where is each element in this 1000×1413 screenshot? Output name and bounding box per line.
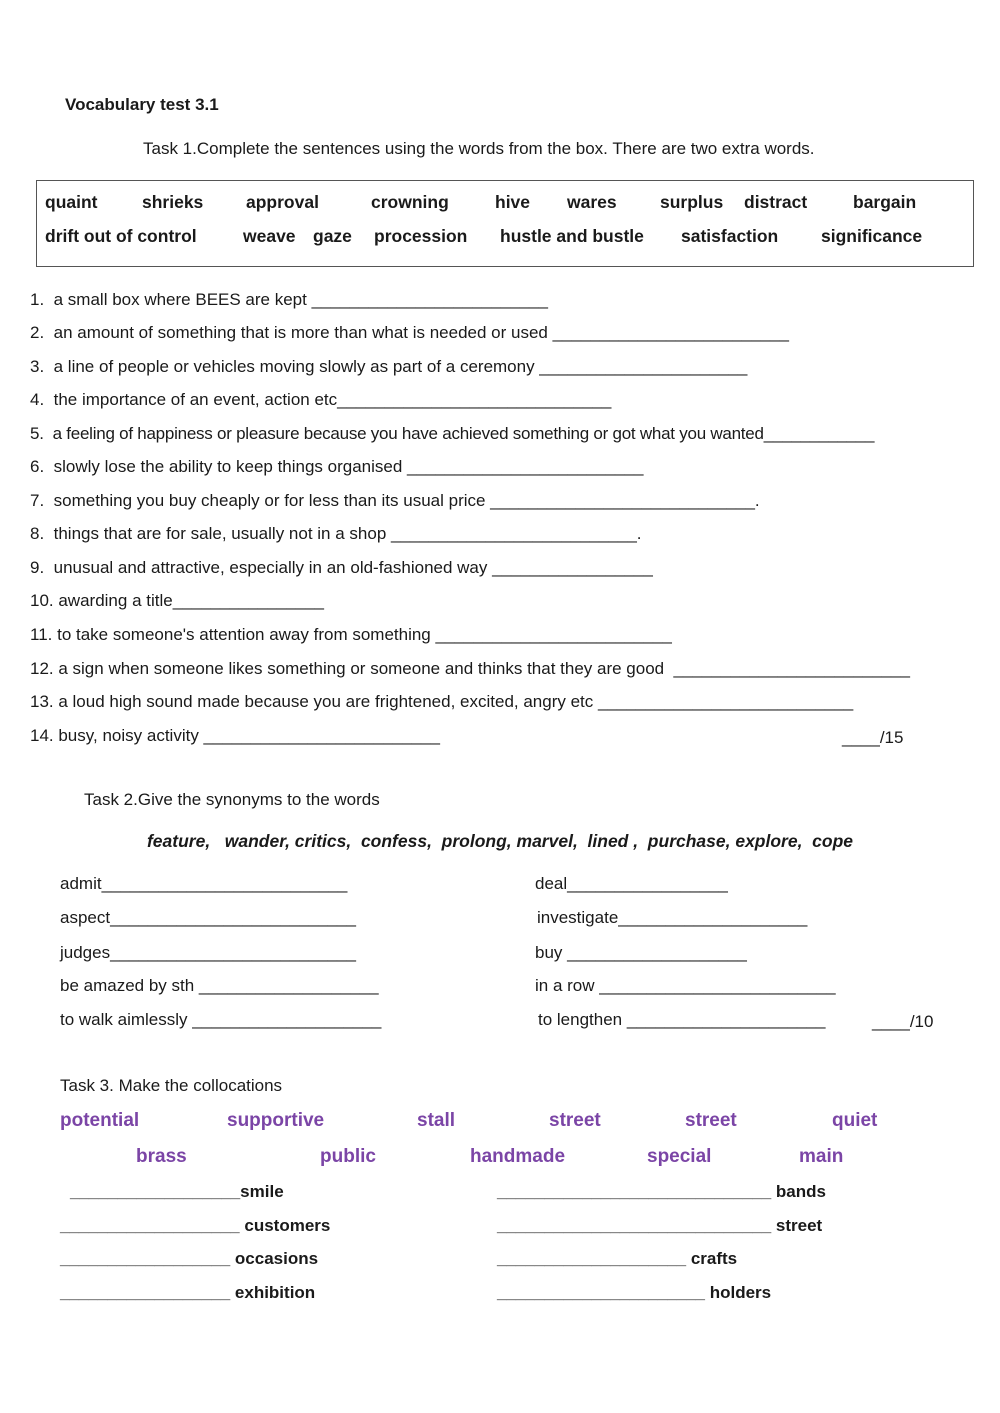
- box-word: wares: [567, 192, 617, 212]
- collocation-item: ______________________ holders: [497, 1283, 772, 1302]
- synonym-item: be amazed by sth ___________________: [60, 976, 379, 995]
- collocation-word: street: [549, 1110, 601, 1131]
- box-word: hustle and bustle: [500, 226, 644, 246]
- task2-score: ____/10: [872, 1012, 934, 1031]
- synonym-item: buy ___________________: [535, 943, 747, 962]
- box-word: distract: [744, 192, 808, 212]
- question-12: 12. a sign when someone likes something or someone and thinks that they are good _________________________: [30, 659, 910, 678]
- collocation-item: __________________ occasions: [60, 1249, 319, 1268]
- question-6: 6. slowly lose the ability to keep things organised _________________________: [30, 457, 644, 476]
- question-7: 7. something you buy cheaply or for less than its usual price ____________________________.: [30, 491, 760, 510]
- collocation-word: main: [799, 1146, 844, 1167]
- page-title: Vocabulary test 3.1: [65, 95, 219, 114]
- synonym-item: investigate____________________: [537, 908, 808, 927]
- collocation-item: __________________smile: [70, 1182, 284, 1201]
- collocation-word: street: [685, 1110, 737, 1131]
- synonym-item: admit__________________________: [60, 874, 348, 893]
- collocation-word: brass: [136, 1146, 187, 1167]
- box-word: satisfaction: [681, 226, 779, 246]
- box-word: drift out of control: [45, 226, 197, 246]
- box-word: shrieks: [142, 192, 204, 212]
- collocation-item: _____________________________ street: [497, 1216, 823, 1235]
- word-box: [36, 180, 974, 267]
- collocation-word: supportive: [227, 1110, 325, 1131]
- box-word: procession: [374, 226, 468, 246]
- collocation-word: quiet: [832, 1110, 878, 1131]
- box-word: significance: [821, 226, 923, 246]
- question-1: 1. a small box where BEES are kept _________________________: [30, 290, 548, 309]
- synonym-word-list: feature, wander, critics, confess, prolong, marvel, lined , purchase, explore, cope: [146, 831, 854, 851]
- collocation-word: special: [647, 1146, 712, 1167]
- box-word: gaze: [313, 226, 352, 246]
- synonym-item: deal_________________: [535, 874, 728, 893]
- synonym-item: to lengthen _____________________: [538, 1010, 826, 1029]
- box-word: surplus: [660, 192, 724, 212]
- question-5: 5. a feeling of happiness or pleasure because you have achieved something or got what you wanted____________: [30, 424, 875, 443]
- question-13: 13. a loud high sound made because you are frightened, excited, angry etc ___________________________: [30, 692, 854, 711]
- task1-instruction: Task 1.Complete the sentences using the words from the box. There are two extra words.: [143, 139, 815, 158]
- collocation-word: handmade: [470, 1146, 566, 1167]
- task1-score: ____/15: [842, 728, 904, 747]
- question-14: 14. busy, noisy activity _________________________: [30, 726, 440, 745]
- question-8: 8. things that are for sale, usually not in a shop __________________________.: [30, 524, 642, 543]
- question-4: 4. the importance of an event, action etc_____________________________: [30, 390, 612, 409]
- question-11: 11. to take someone's attention away from something _________________________: [30, 625, 672, 644]
- task2-instruction: Task 2.Give the synonyms to the words: [84, 790, 380, 809]
- collocation-item: __________________ exhibition: [60, 1283, 316, 1302]
- collocation-item: ___________________ customers: [60, 1216, 331, 1235]
- collocation-item: ____________________ crafts: [497, 1249, 738, 1268]
- collocation-word: stall: [417, 1110, 456, 1131]
- box-word: approval: [246, 192, 319, 212]
- collocation-word: potential: [60, 1110, 140, 1131]
- synonym-item: in a row _________________________: [535, 976, 836, 995]
- box-word: crowning: [371, 192, 449, 212]
- task3-instruction: Task 3. Make the collocations: [60, 1076, 283, 1095]
- box-word: hive: [495, 192, 531, 212]
- box-word: quaint: [45, 192, 98, 212]
- collocation-item: _____________________________ bands: [497, 1182, 826, 1201]
- box-word: weave: [243, 226, 296, 246]
- synonym-item: to walk aimlessly ____________________: [60, 1010, 382, 1029]
- question-3: 3. a line of people or vehicles moving slowly as part of a ceremony ______________________: [30, 357, 748, 376]
- question-9: 9. unusual and attractive, especially in an old-fashioned way _________________: [30, 558, 653, 577]
- question-10: 10. awarding a title________________: [30, 591, 324, 610]
- box-word: bargain: [853, 192, 917, 212]
- question-2: 2. an amount of something that is more than what is needed or used _________________________: [30, 323, 789, 342]
- synonym-item: aspect__________________________: [60, 908, 356, 927]
- synonym-item: judges__________________________: [60, 943, 356, 962]
- collocation-word: public: [320, 1146, 376, 1167]
